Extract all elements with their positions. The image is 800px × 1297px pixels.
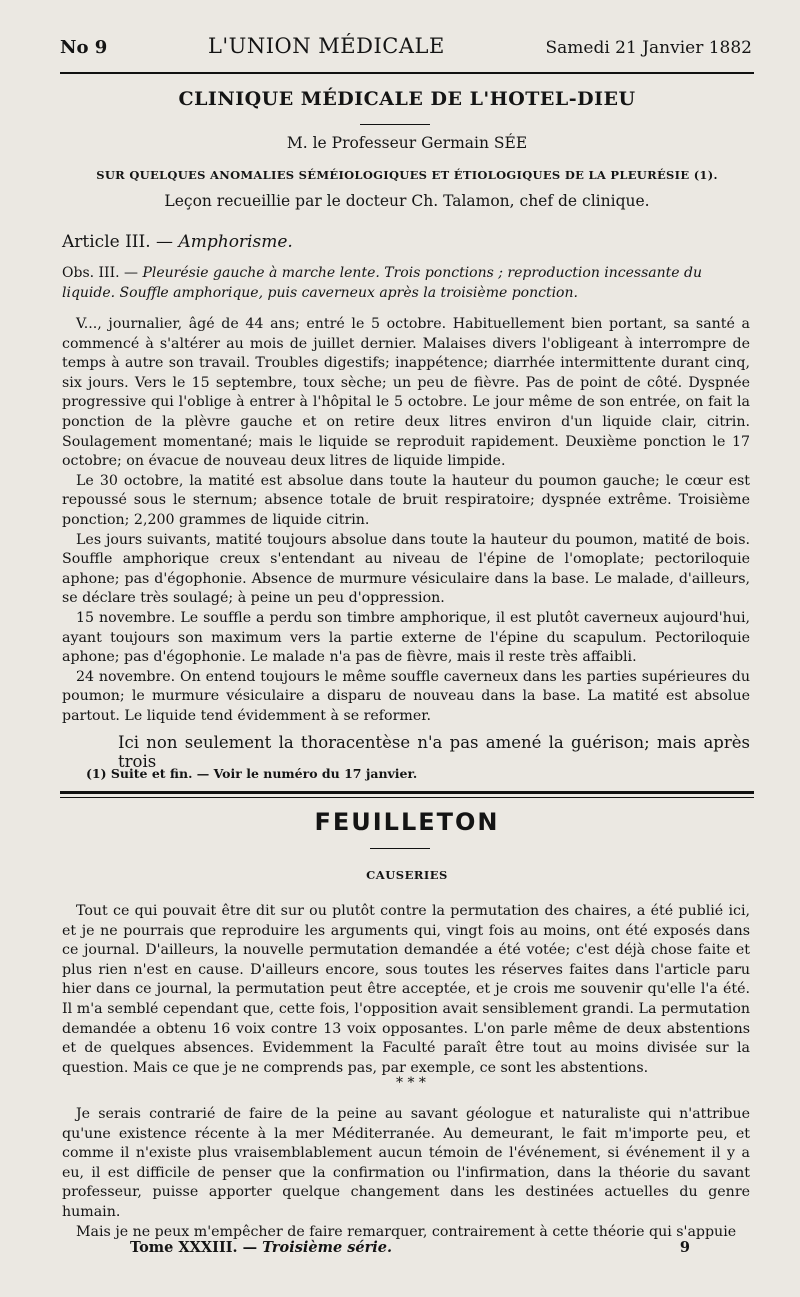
title-divider: [360, 124, 430, 125]
article-heading: [62, 232, 293, 252]
asterism-separator: * * *: [396, 1075, 426, 1091]
paragraph: 24 novembre. On entend toujours le même souffle caverneux dans les parties supérieures du poumon; le murmure vésiculaire a disparu de nouveau dans la base. La matité est absolue partout. Le liquide tend évidemment à se reformer.: [62, 668, 750, 724]
section-title: CLINIQUE MÉDICALE DE L'HOTEL-DIEU: [178, 88, 636, 110]
paragraph: 15 novembre. Le souffle a perdu son timbre amphorique, il est plutôt caverneux aujourd'hui, ayant toujours son maximum vers la partie externe de l'épine du scapulum. Pectoriloquie aphone; pas d'égophonie. Le malade n'a pas de fièvre, mais il reste très affaibli.: [62, 609, 750, 666]
page-header: [60, 34, 752, 58]
page-number: 9: [679, 1239, 690, 1256]
page-footer: [130, 1239, 690, 1256]
tome-label: Tome XXXIII. —: [130, 1239, 258, 1256]
article-title: Amphorisme.: [178, 232, 293, 252]
case-text: [62, 315, 750, 726]
issue-date: Samedi 21 Janvier 1882: [545, 38, 752, 58]
feuilleton-title: FEUILLETON: [314, 808, 500, 836]
observation-heading: [62, 263, 750, 303]
observation-title: Pleurésie gauche à marche lente. Trois ponctions ; reproduction incessante du liquide. Souffle amphorique, puis caverneux après la troisième ponction.: [62, 265, 702, 301]
feuilleton-divider: [370, 848, 430, 849]
header-rule: [60, 72, 754, 74]
observation-label: Obs. III. —: [62, 265, 139, 281]
lecture-line: Leçon recueillie par le docteur Ch. Talamon, chef de clinique.: [164, 192, 650, 210]
subject-line: SUR QUELQUES ANOMALIES SÉMÉIOLOGIQUES ET ÉTIOLOGIQUES DE LA PLEURÉSIE (1).: [96, 168, 718, 182]
footnote: (1) Suite et fin. — Voir le numéro du 17 janvier.: [86, 766, 418, 781]
paragraph: Je serais contrarié de faire de la peine au savant géologue et naturaliste qui n'attribue qu'une existence récente à la mer Méditerranée. Au demeurant, le fait m'importe peu, et comme il n'existe plus vraisemblablement aucun témoin de l'événement, si événement il y a eu, il est difficile de penser que la confirmation ou l'infirmation, dans la théorie du savant professeur, puisse apporter quelque changement dans les destinées actuelles du genre humain.: [62, 1106, 750, 1220]
tome-info: [130, 1239, 392, 1256]
feuilleton-text-continued: [62, 1105, 750, 1242]
paragraph: Le 30 octobre, la matité est absolue dans toute la hauteur du poumon gauche; le cœur est repoussé sous le sternum; absence totale de bruit respiratoire; dyspnée extrême. Troisième ponction; 2,200 grammes de liquide citrin.: [62, 472, 750, 528]
closing-line: Ici non seulement la thoracentèse n'a pas amené la guérison; mais après trois: [118, 733, 750, 771]
journal-title: L'UNION MÉDICALE: [207, 34, 445, 58]
feuilleton-rule-thin: [60, 797, 754, 798]
author-line: M. le Professeur Germain SÉE: [286, 134, 528, 152]
paragraph: Mais je ne peux m'empêcher de faire remarquer, contrairement à cette théorie qui s'appuie: [76, 1223, 737, 1240]
causeries-title: CAUSERIES: [366, 868, 448, 882]
paragraph: Tout ce qui pouvait être dit sur ou plutôt contre la permutation des chaires, a été publié ici, et je ne pourrais que reproduire les arguments qui, vingt fois au moins, ont été exposés dans ce journal. D'ailleurs, la nouvelle permutation demandée a été votée; c'est déjà chose faite et plus rien n'est en cause. D'ailleurs encore, sous toutes les réserves faites dans l'article paru hier dans ce journal, la permutation peut être acceptée, et je crois me souvenir qu'elle l'a été. Il m'a semblé cependant que, cette fois, l'opposition avait sensiblement grandi. La permutation demandée a obtenu 16 voix contre 13 voix opposantes. L'on parle même de deux abstentions et de quelques absences. Evidemment la Faculté paraît être tout au moins divisée sur la question. Mais ce que je ne comprends pas, par exemple, ce sont les abstentions.: [62, 903, 750, 1076]
article-label: Article III. —: [62, 232, 174, 252]
paragraph: V..., journalier, âgé de 44 ans; entré le 5 octobre. Habituellement bien portant, sa santé a commencé à s'altérer au mois de juillet dernier. Malaises divers l'obligeant à interrompre de temps à autre son travail. Troubles digestifs; inappétence; diarrhée intermittente durant cinq, six jours. Vers le 15 septembre, toux sèche; un peu de fièvre. Pas de point de côté. Dyspnée progressive qui l'oblige à entrer à l'hôpital le 5 octobre. Le jour même de son entrée, on fait la ponction de la plèvre gauche et on retire deux litres environ d'un liquide clair, citrin. Soulagement momentané; mais le liquide se reproduit rapidement. Deuxième ponction le 17 octobre; on évacue de nouveau deux litres de liquide limpide.: [62, 316, 750, 470]
issue-number: No 9: [60, 37, 108, 58]
feuilleton-rule-thick: [60, 791, 754, 794]
feuilleton-text: [62, 902, 750, 1078]
series-label: Troisième série.: [262, 1239, 393, 1256]
paragraph: Les jours suivants, matité toujours absolue dans toute la hauteur du poumon, matité de bois. Souffle amphorique creux s'entendant au niveau de l'épine de l'omoplate; pectoriloquie aphone; pas d'égophonie. Absence de murmure vésiculaire dans la base. Le malade, d'ailleurs, se déclare très soulagé; à peine un peu d'oppression.: [62, 531, 750, 607]
